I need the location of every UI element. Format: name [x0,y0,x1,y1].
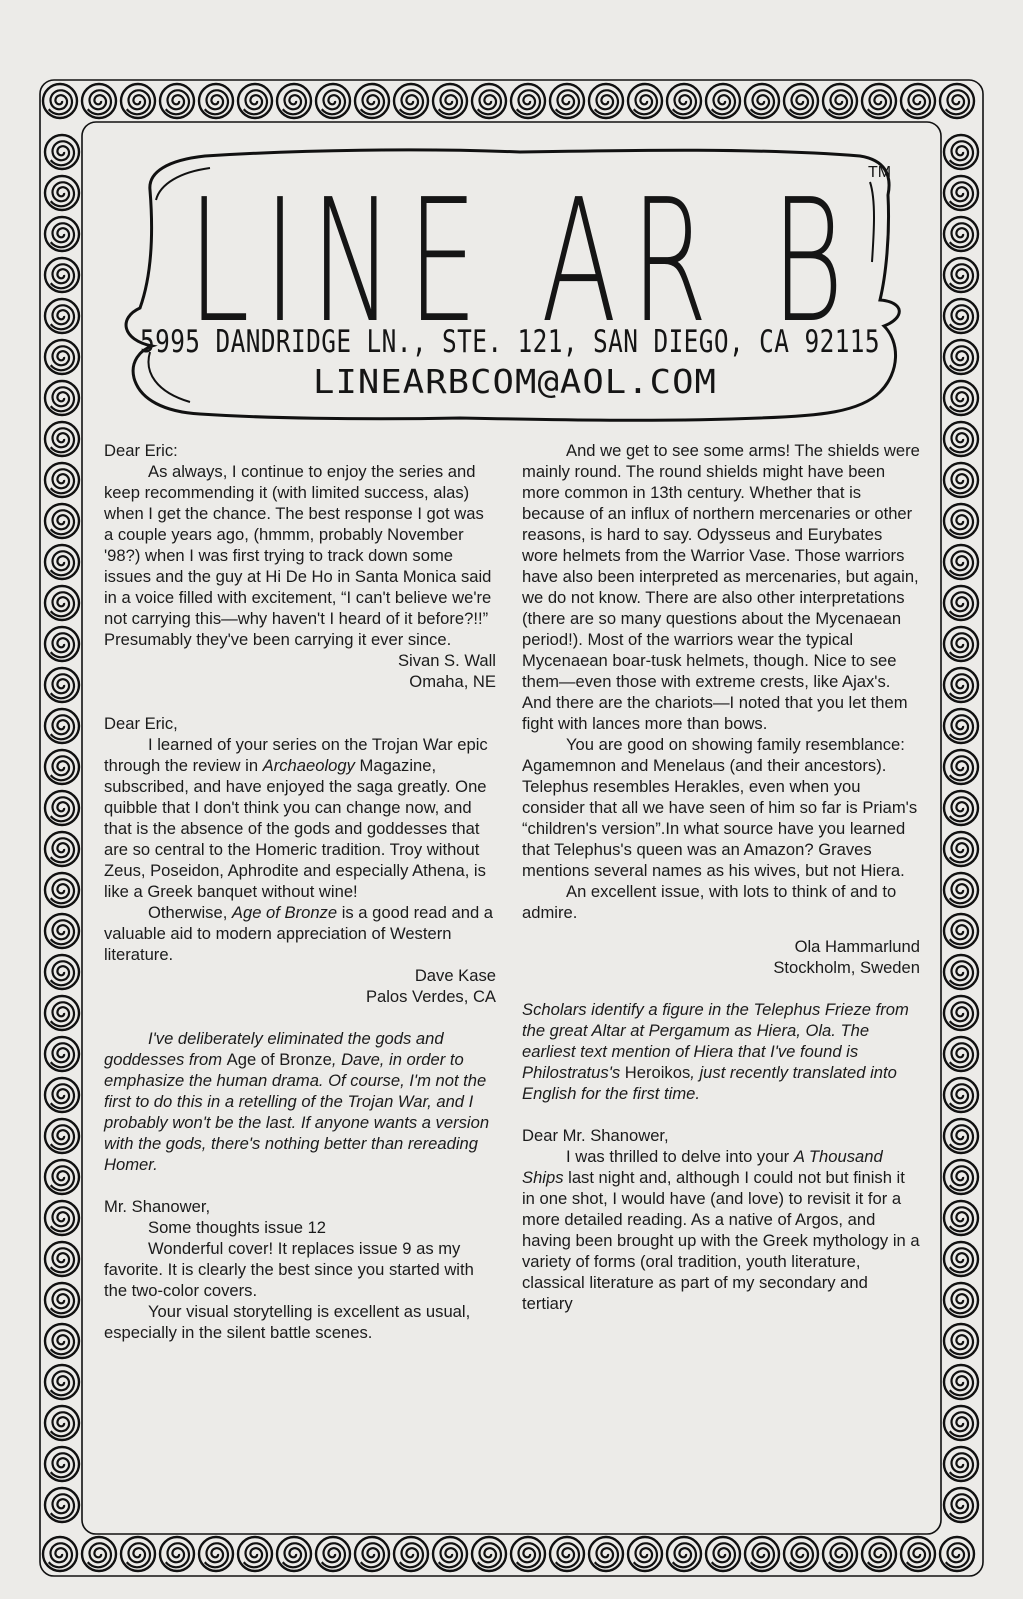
spiral-ornament-coil [51,674,74,698]
letter3-location: Stockholm, Sweden [773,958,920,977]
spiral-ornament-coil [51,592,74,616]
letter2-body: I learned of your series on the Trojan War epic through the review in Archaeology Magazine, subscribed, and have enjoyed the saga greatly. One quibble that I don't think you can change now, and that is the absence of the gods and goddesses that are so central to the Homeric tradition. Troy without Zeus, Poseidon, Aphrodite and especially Athena, is like a Greek banquet without wine! [104,735,488,901]
spiral-ornament-coil [51,551,74,575]
spiral-ornament-coil [51,756,74,780]
right-column [522,440,920,1314]
spiral-ornament-coil [51,1207,74,1231]
masthead [0,0,1023,440]
spiral-ornament-coil [51,1371,74,1395]
spiral-ornament-coil [950,1289,973,1313]
spiral-ornament-coil [950,592,973,616]
letter1-location: Omaha, NE [409,672,496,691]
spiral-ornament-coil [950,551,973,575]
spiral-ornament-coil [950,1166,973,1190]
letter1-salutation: Dear Eric: [104,441,178,460]
letter2-location: Palos Verdes, CA [365,987,496,1006]
spiral-ornament-coil [950,1002,973,1026]
spiral-ornament-coil [51,1412,74,1436]
spiral-ornament-coil [634,1543,657,1567]
spiral-ornament-coil [950,674,973,698]
spiral-ornament-coil [950,715,973,739]
letter2-signer: Dave Kase [414,966,496,985]
masthead-email: LINEARBCOM@AOL.COM [313,362,717,401]
spiral-ornament-coil [946,1543,969,1567]
spiral-ornament-coil [283,1543,306,1567]
spiral-ornament-coil [556,1543,579,1567]
letter2-magazine-name: Archaeology [262,756,355,775]
reply2-book-title: Heroikos [624,1063,691,1082]
spiral-ornament-coil [950,1494,973,1518]
spiral-ornament-coil [51,510,74,534]
spiral-ornament-coil [950,1084,973,1108]
letter2-salutation: Dear Eric, [104,714,178,733]
spiral-ornament-coil [868,1543,891,1567]
spiral-ornament-coil [950,1207,973,1231]
spiral-ornament-coil [517,1543,540,1567]
spiral-ornament-coil [51,1248,74,1272]
letter3-salutation: Mr. Shanower, [104,1197,211,1216]
spiral-ornament-coil [950,1248,973,1272]
spiral-ornament-coil [51,715,74,739]
spiral-ornament-coil [950,1330,973,1354]
spiral-ornament-coil [51,1289,74,1313]
masthead-title: LINE AR B [188,163,858,361]
spiral-ornament-coil [950,633,973,657]
spiral-ornament-coil [244,1543,267,1567]
letter2-book-title: Age of Bronze [231,903,338,922]
spiral-ornament-coil [950,510,973,534]
spiral-ornament-coil [51,1166,74,1190]
letter3-para1: Wonderful cover! It replaces issue 9 as my favorite. It is clearly the best since you started with the two-color covers. [104,1239,474,1300]
spiral-ornament-coil [907,1543,930,1567]
spiral-ornament-coil [51,879,74,903]
trademark-mark: TM [868,164,892,181]
spiral-ornament-coil [51,1084,74,1108]
spiral-ornament-coil [322,1543,345,1567]
spiral-ornament-coil [205,1543,228,1567]
spiral-ornament-coil [950,1453,973,1477]
spiral-ornament-coil [950,1125,973,1149]
editor-reply-1: I've deliberately eliminated the gods and goddesses from Age of Bronze, Dave, in order to emphasize the human drama. Of course, I'm not the first to do this in a retelling of the Trojan War, and I probably won't be the last. If anyone wants a version with the gods, there's nothing better than rereading Homer. [104,1029,490,1174]
spiral-ornament-coil [829,1543,852,1567]
spiral-ornament-coil [950,1043,973,1067]
spiral-ornament-coil [950,838,973,862]
spiral-ornament-coil [595,1543,618,1567]
spiral-ornament-coil [51,797,74,821]
spiral-ornament-coil [751,1543,774,1567]
spiral-ornament-coil [361,1543,384,1567]
spiral-ornament-coil [950,1371,973,1395]
spiral-ornament-coil [51,838,74,862]
spiral-ornament-coil [51,1494,74,1518]
left-column [104,440,496,1343]
spiral-ornament-coil [950,756,973,780]
spiral-ornament-coil [51,920,74,944]
spiral-ornament-coil [51,1002,74,1026]
letter3-para2: Your visual storytelling is excellent as usual, especially in the silent battle scenes. [104,1302,471,1342]
spiral-ornament-coil [166,1543,189,1567]
spiral-ornament-coil [51,1125,74,1149]
spiral-ornament-coil [51,1453,74,1477]
spiral-ornament-coil [49,1543,72,1567]
spiral-ornament-coil [127,1543,150,1567]
spiral-ornament-coil [478,1543,501,1567]
letter3-cont-para2: You are good on showing family resemblance: Agamemnon and Menelaus (and their ancestors). Telephus resembles Herakles, even when you consider that all we have seen of him so far is Priam's “children's version”.In what source have you learned that Telephus's queen was an Amazon? Graves mentions several names as his wives, but not Hiera. [522,735,918,880]
spiral-ornament-coil [51,1043,74,1067]
letter3-signer: Ola Hammarlund [794,937,920,956]
letter3-cont-para3: An excellent issue, with lots to think of and to admire. [522,882,897,922]
letter4-book-title: A Thousand Ships [522,1147,883,1187]
spiral-ornament-coil [950,797,973,821]
spiral-ornament-coil [950,920,973,944]
letter3-cont-para1: And we get to see some arms! The shields were mainly round. The round shields might have been more common in 13th century. Whether that is because of an influx of northern mercenaries or other reasons, is hard to say. Odysseus and Eurybates wore helmets from the Warrior Vase. Those warriors have also been interpreted as mercenaries, but again, we do not know. There are also other interpretations (there are so many questions about the Mycenaean period!). Most of the warriors wear the typical Mycenaean boar-tusk helmets, though. Nice to see them—even those with extreme crests, like Ajax's. And there are the chariots—I noted that you let them fight with lances more than bows. [522,441,920,733]
spiral-ornament-coil [790,1543,813,1567]
letter2-para2: Otherwise, Age of Bronze is a good read and a valuable aid to modern appreciation of Western literature. [104,903,494,964]
spiral-ornament-coil [51,633,74,657]
letter4-salutation: Dear Mr. Shanower, [522,1126,669,1145]
spiral-ornament-coil [712,1543,735,1567]
spiral-ornament-coil [51,961,74,985]
spiral-ornament-coil [950,879,973,903]
reply1-book-title: Age of Bronze [226,1050,332,1069]
letter1-signer: Sivan S. Wall [397,651,496,670]
spiral-ornament-coil [51,469,74,493]
masthead-address: 5995 DANDRIDGE LN., STE. 121, SAN DIEGO, CA 92115 [140,324,880,360]
editor-reply-2: Scholars identify a figure in the Telephus Frieze from the great Altar at Pergamum as Hiera, Ola. The earliest text mention of Hiera that I've found is Philostratus's Heroikos, just recently translated into English for the first time. [522,1000,909,1103]
spiral-ornament-coil [673,1543,696,1567]
spiral-ornament-coil [950,469,973,493]
spiral-ornament-coil [950,1412,973,1436]
spiral-ornament-coil [950,961,973,985]
letter1-body: As always, I continue to enjoy the series and keep recommending it (with limited success, alas) when I get the chance. The best response I got was a couple years ago, (hmmm, probably November '98?) when I was first trying to track down some issues and the guy at Hi De Ho in Santa Monica said in a voice filled with excitement, “I can't believe we're not carrying this—why haven't I heard of it before?!!” Presumably they've been carrying it ever since. [104,462,492,649]
spiral-ornament-coil [51,1330,74,1354]
spiral-ornament-coil [439,1543,462,1567]
letter4-body: I was thrilled to delve into your A Thousand Ships last night and, although I could not but finish it in one shot, I would have (and love) to revisit it for a more detailed reading. As a native of Argos, and having been brought up with the Greek mythology in a variety of forms (oral tradition, youth literature, classical literature as part of my secondary and tertiary [522,1147,920,1313]
spiral-ornament-coil [400,1543,423,1567]
spiral-ornament-coil [88,1543,111,1567]
letter3-subject-line: Some thoughts issue 12 [148,1218,327,1237]
